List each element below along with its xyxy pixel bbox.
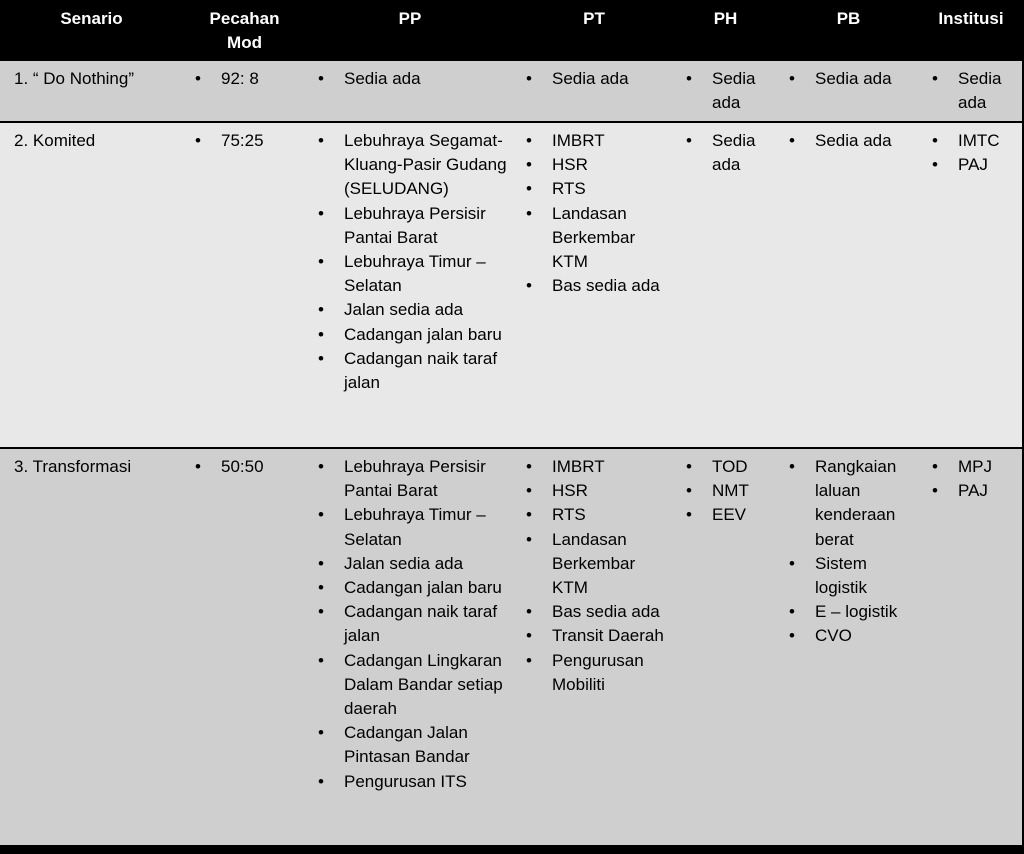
list-item: • Bas sedia ada <box>526 600 668 624</box>
pb-list <box>789 455 914 649</box>
institusi-cell <box>920 448 1022 846</box>
pt-list <box>526 455 668 697</box>
pb-cell <box>777 448 920 846</box>
pecahan-cell <box>183 61 306 122</box>
list-item: • HSR <box>526 153 668 177</box>
list-item: • Lebuhraya Segamat-Kluang-Pasir Gudang (SELUDANG) <box>318 129 508 202</box>
list-item: • Sedia ada <box>526 67 668 91</box>
table-row <box>0 122 1022 448</box>
list-item: • EEV <box>686 503 771 527</box>
list-item: • TOD <box>686 455 771 479</box>
pt-cell <box>514 448 674 846</box>
list-item: • Lebuhraya Timur – Selatan <box>318 503 508 551</box>
list-item: • Rangkaian laluan kenderaan berat <box>789 455 914 552</box>
list-item: • RTS <box>526 177 668 201</box>
institusi-cell <box>920 61 1022 122</box>
header-pb: PB <box>777 0 920 61</box>
pp-list <box>318 455 508 794</box>
pp-cell <box>306 122 514 448</box>
pecahan-cell <box>183 448 306 846</box>
ph-list <box>686 129 771 177</box>
pecahan-list <box>195 455 300 479</box>
pt-list <box>526 67 668 91</box>
senario-cell: 3. Transformasi <box>0 448 183 846</box>
pb-cell <box>777 122 920 448</box>
list-item: • Cadangan naik taraf jalan <box>318 600 508 648</box>
list-item: • 50:50 <box>195 455 300 479</box>
senario-cell: 1. “ Do Nothing” <box>0 61 183 122</box>
list-item: • Pengurusan ITS <box>318 770 508 794</box>
list-item: • Lebuhraya Timur – Selatan <box>318 250 508 298</box>
ph-cell <box>674 448 777 846</box>
pt-cell <box>514 122 674 448</box>
list-item: • Jalan sedia ada <box>318 552 508 576</box>
header-pt: PT <box>514 0 674 61</box>
pecahan-cell <box>183 122 306 448</box>
list-item: • PAJ <box>932 153 1016 177</box>
list-item: • Bas sedia ada <box>526 274 668 298</box>
institusi-list <box>932 67 1016 115</box>
list-item: • Lebuhraya Persisir Pantai Barat <box>318 455 508 503</box>
list-item: • E – logistik <box>789 600 914 624</box>
list-item: • Sedia ada <box>789 67 914 91</box>
header-pp: PP <box>306 0 514 61</box>
pecahan-list <box>195 67 300 91</box>
list-item: • Sedia ada <box>932 67 1016 115</box>
list-item: • NMT <box>686 479 771 503</box>
list-item: • Sedia ada <box>318 67 508 91</box>
list-item: • Cadangan jalan baru <box>318 323 508 347</box>
ph-list <box>686 67 771 115</box>
table-row <box>0 448 1022 846</box>
list-item: • RTS <box>526 503 668 527</box>
pb-list <box>789 129 914 153</box>
list-item: • Cadangan Jalan Pintasan Bandar <box>318 721 508 769</box>
pp-cell <box>306 61 514 122</box>
list-item: • CVO <box>789 624 914 648</box>
header-senario: Senario <box>0 0 183 61</box>
header-institusi: Institusi <box>920 0 1022 61</box>
list-item: • Jalan sedia ada <box>318 298 508 322</box>
list-item: • PAJ <box>932 479 1016 503</box>
list-item: • Sistem logistik <box>789 552 914 600</box>
pb-list <box>789 67 914 91</box>
header-ph: PH <box>674 0 777 61</box>
list-item: • IMBRT <box>526 455 668 479</box>
list-item: • Sedia ada <box>686 129 771 177</box>
list-item: • Sedia ada <box>686 67 771 115</box>
institusi-list <box>932 455 1016 503</box>
pp-list <box>318 129 508 395</box>
list-item: • Sedia ada <box>789 129 914 153</box>
list-item: • 75:25 <box>195 129 300 153</box>
list-item: • Cadangan naik taraf jalan <box>318 347 508 395</box>
list-item: • HSR <box>526 479 668 503</box>
list-item: • IMTC <box>932 129 1016 153</box>
list-item: • Transit Daerah <box>526 624 668 648</box>
list-item: • IMBRT <box>526 129 668 153</box>
pecahan-list <box>195 129 300 153</box>
pp-cell <box>306 448 514 846</box>
table-body <box>0 61 1022 846</box>
pt-cell <box>514 61 674 122</box>
list-item: • Landasan Berkembar KTM <box>526 202 668 275</box>
list-item: • Cadangan jalan baru <box>318 576 508 600</box>
institusi-cell <box>920 122 1022 448</box>
pb-cell <box>777 61 920 122</box>
header-pecahan-mod: Pecahan Mod <box>183 0 306 61</box>
list-item: • MPJ <box>932 455 1016 479</box>
senario-cell: 2. Komited <box>0 122 183 448</box>
list-item: • Landasan Berkembar KTM <box>526 528 668 601</box>
table-row <box>0 61 1022 122</box>
ph-cell <box>674 122 777 448</box>
ph-list <box>686 455 771 528</box>
list-item: • Pengurusan Mobiliti <box>526 649 668 697</box>
list-item: • Cadangan Lingkaran Dalam Bandar setiap daerah <box>318 649 508 722</box>
list-item: • 92: 8 <box>195 67 300 91</box>
ph-cell <box>674 61 777 122</box>
table-header <box>0 0 1022 61</box>
pp-list <box>318 67 508 91</box>
pt-list <box>526 129 668 298</box>
header-row <box>0 0 1022 61</box>
list-item: • Lebuhraya Persisir Pantai Barat <box>318 202 508 250</box>
institusi-list <box>932 129 1016 177</box>
